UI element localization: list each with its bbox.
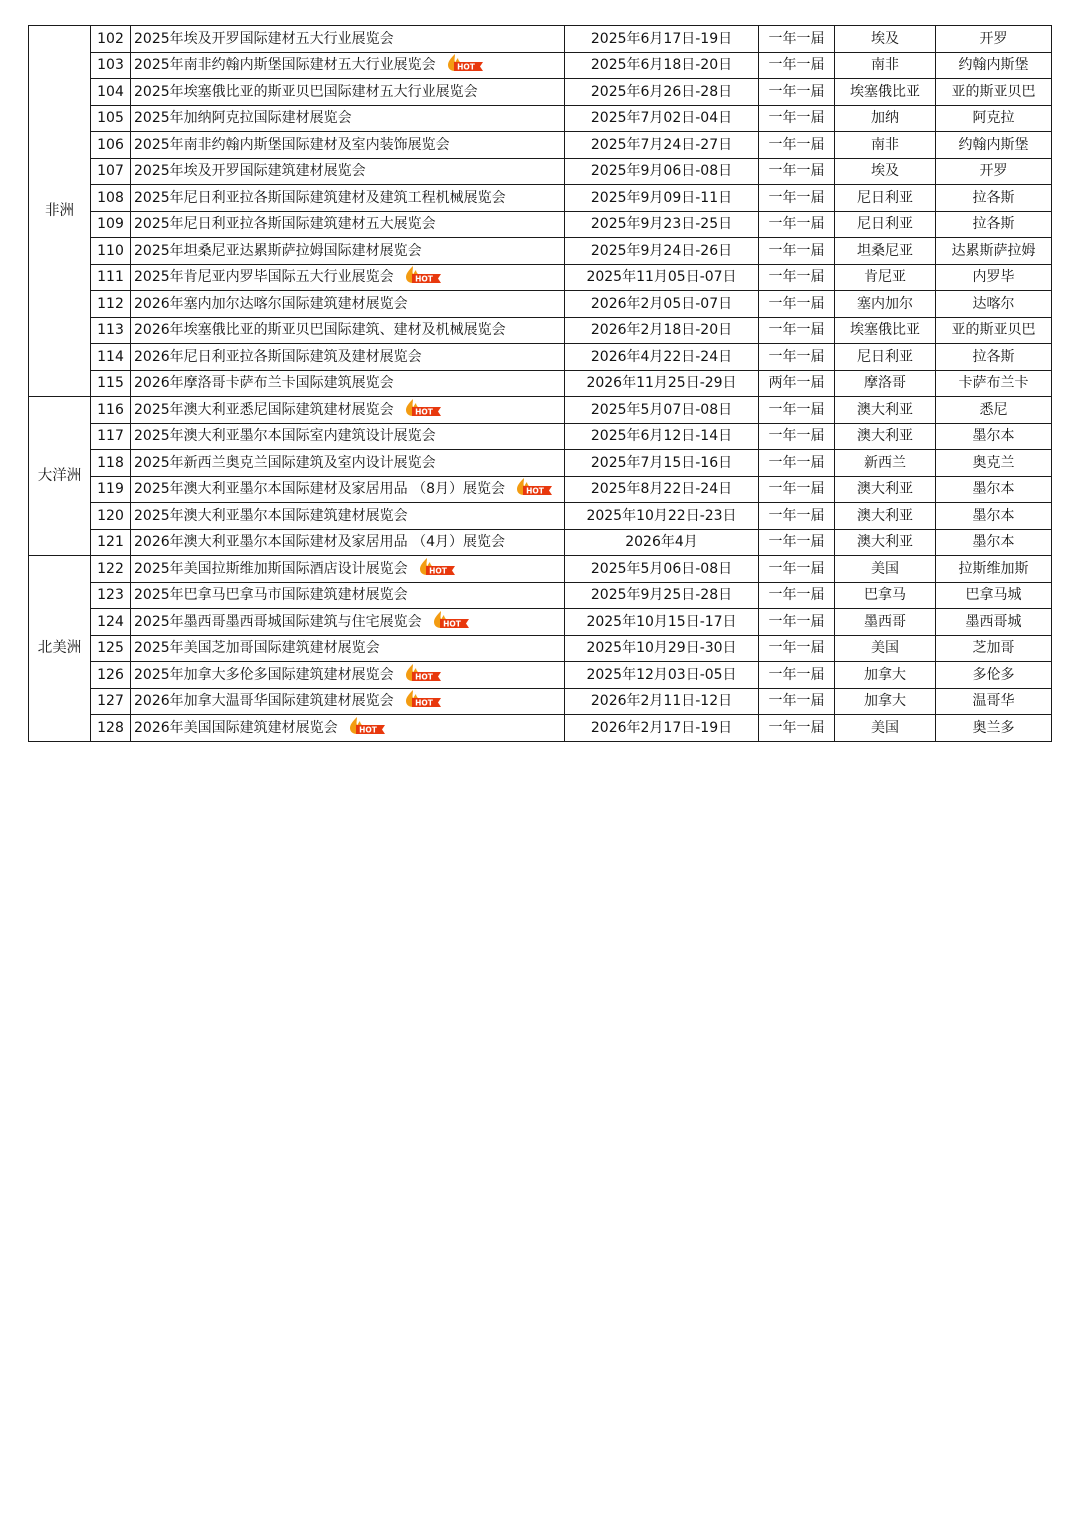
expo-city: 亚的斯亚贝巴 xyxy=(936,317,1052,344)
expo-name-cell xyxy=(131,211,565,238)
expo-city: 亚的斯亚贝巴 xyxy=(936,79,1052,106)
hot-flame-icon xyxy=(404,689,442,708)
expo-frequency: 一年一届 xyxy=(759,450,835,477)
expo-frequency: 一年一届 xyxy=(759,556,835,583)
hot-badge-label: HOT xyxy=(358,725,377,735)
expo-date: 2025年10月22日-23日 xyxy=(565,503,759,530)
expo-date: 2025年6月17日-19日 xyxy=(565,26,759,53)
row-number: 115 xyxy=(91,370,131,397)
table-row xyxy=(29,211,1052,238)
expo-date: 2026年2月17日-19日 xyxy=(565,715,759,742)
table-row xyxy=(29,264,1052,291)
table-row xyxy=(29,476,1052,503)
table-row xyxy=(29,423,1052,450)
expo-date: 2025年9月09日-11日 xyxy=(565,185,759,212)
table-row xyxy=(29,52,1052,79)
expo-name: 2025年美国拉斯维加斯国际酒店设计展览会 xyxy=(134,560,408,577)
expo-country: 埃及 xyxy=(835,158,936,185)
table-row xyxy=(29,582,1052,609)
expo-name-cell xyxy=(131,635,565,662)
expo-name-cell xyxy=(131,556,565,583)
expo-name-cell xyxy=(131,450,565,477)
table-row xyxy=(29,503,1052,530)
expo-date: 2025年5月06日-08日 xyxy=(565,556,759,583)
expo-city: 约翰内斯堡 xyxy=(936,52,1052,79)
expo-date: 2025年9月24日-26日 xyxy=(565,238,759,265)
hot-badge-label: HOT xyxy=(526,486,544,496)
expo-city: 多伦多 xyxy=(936,662,1052,689)
expo-city: 温哥华 xyxy=(936,688,1052,715)
expo-name: 2025年澳大利亚悉尼国际建筑建材展览会 xyxy=(134,401,394,418)
row-number: 110 xyxy=(91,238,131,265)
expo-city: 开罗 xyxy=(936,26,1052,53)
expo-name-cell xyxy=(131,52,565,79)
region-label: 大洋洲 xyxy=(29,397,91,556)
table-row xyxy=(29,185,1052,212)
table-row xyxy=(29,688,1052,715)
expo-city: 达喀尔 xyxy=(936,291,1052,318)
row-number: 125 xyxy=(91,635,131,662)
expo-name: 2025年坦桑尼亚达累斯萨拉姆国际建材展览会 xyxy=(134,242,422,259)
expo-name: 2026年美国国际建筑建材展览会 xyxy=(134,719,338,736)
row-number: 112 xyxy=(91,291,131,318)
row-number: 111 xyxy=(91,264,131,291)
row-number: 113 xyxy=(91,317,131,344)
expo-city: 拉斯维加斯 xyxy=(936,556,1052,583)
expo-frequency: 一年一届 xyxy=(759,26,835,53)
row-number: 104 xyxy=(91,79,131,106)
row-number: 114 xyxy=(91,344,131,371)
expo-city: 开罗 xyxy=(936,158,1052,185)
expo-country: 埃塞俄比亚 xyxy=(835,79,936,106)
expo-name: 2025年墨西哥墨西哥城国际建筑与住宅展览会 xyxy=(134,613,422,630)
expo-name-cell xyxy=(131,158,565,185)
expo-frequency: 一年一届 xyxy=(759,158,835,185)
hot-flame-icon xyxy=(404,398,442,417)
table-row xyxy=(29,635,1052,662)
table-row xyxy=(29,238,1052,265)
expo-date: 2026年2月05日-07日 xyxy=(565,291,759,318)
hot-flame-icon xyxy=(418,557,456,576)
expo-name-cell xyxy=(131,397,565,424)
expo-name-cell xyxy=(131,132,565,159)
expo-date: 2025年5月07日-08日 xyxy=(565,397,759,424)
row-number: 107 xyxy=(91,158,131,185)
expo-name-cell xyxy=(131,582,565,609)
table-row xyxy=(29,105,1052,132)
expo-frequency: 一年一届 xyxy=(759,503,835,530)
expo-name: 2025年肯尼亚内罗毕国际五大行业展览会 xyxy=(134,269,394,286)
expo-name-cell xyxy=(131,476,565,503)
expo-country: 澳大利亚 xyxy=(835,397,936,424)
expo-name-cell xyxy=(131,26,565,53)
expo-date: 2025年10月29日-30日 xyxy=(565,635,759,662)
expo-country: 塞内加尔 xyxy=(835,291,936,318)
expo-date: 2025年9月06日-08日 xyxy=(565,158,759,185)
expo-date: 2026年2月11日-12日 xyxy=(565,688,759,715)
expo-name: 2025年澳大利亚墨尔本国际室内建筑设计展览会 xyxy=(134,428,436,445)
expo-city: 拉各斯 xyxy=(936,211,1052,238)
expo-country: 南非 xyxy=(835,132,936,159)
expo-name: 2025年巴拿马巴拿马市国际建筑建材展览会 xyxy=(134,587,408,604)
table-row xyxy=(29,556,1052,583)
expo-frequency: 一年一届 xyxy=(759,52,835,79)
expo-country: 墨西哥 xyxy=(835,609,936,636)
expo-date: 2025年9月25日-28日 xyxy=(565,582,759,609)
table-row xyxy=(29,529,1052,556)
expo-country: 加拿大 xyxy=(835,662,936,689)
expo-country: 美国 xyxy=(835,556,936,583)
expo-date: 2025年6月18日-20日 xyxy=(565,52,759,79)
expo-frequency: 一年一届 xyxy=(759,397,835,424)
expo-date: 2025年7月24日-27日 xyxy=(565,132,759,159)
table-row xyxy=(29,79,1052,106)
expo-frequency: 一年一届 xyxy=(759,582,835,609)
expo-city: 阿克拉 xyxy=(936,105,1052,132)
hot-flame-icon xyxy=(446,53,484,72)
expo-table xyxy=(28,25,1052,742)
region-label: 北美洲 xyxy=(29,556,91,742)
hot-badge-label: HOT xyxy=(442,619,461,629)
expo-name: 2025年南非约翰内斯堡国际建材及室内装饰展览会 xyxy=(134,136,450,153)
row-number: 121 xyxy=(91,529,131,556)
table-row xyxy=(29,291,1052,318)
expo-date: 2026年11月25日-29日 xyxy=(565,370,759,397)
expo-frequency: 一年一届 xyxy=(759,79,835,106)
expo-city: 拉各斯 xyxy=(936,185,1052,212)
expo-name-cell xyxy=(131,370,565,397)
expo-frequency: 一年一届 xyxy=(759,344,835,371)
expo-country: 新西兰 xyxy=(835,450,936,477)
expo-date: 2025年9月23日-25日 xyxy=(565,211,759,238)
hot-flame-icon xyxy=(348,716,386,735)
expo-city: 墨尔本 xyxy=(936,476,1052,503)
expo-name-cell xyxy=(131,105,565,132)
expo-name: 2026年摩洛哥卡萨布兰卡国际建筑展览会 xyxy=(134,375,394,392)
region-label: 非洲 xyxy=(29,26,91,397)
expo-frequency: 一年一届 xyxy=(759,476,835,503)
expo-country: 澳大利亚 xyxy=(835,503,936,530)
expo-table-body xyxy=(29,26,1052,742)
row-number: 123 xyxy=(91,582,131,609)
expo-country: 埃及 xyxy=(835,26,936,53)
expo-country: 尼日利亚 xyxy=(835,344,936,371)
hot-badge-label: HOT xyxy=(414,407,433,417)
expo-country: 美国 xyxy=(835,715,936,742)
expo-name: 2025年埃及开罗国际建筑建材展览会 xyxy=(134,163,366,180)
row-number: 116 xyxy=(91,397,131,424)
expo-frequency: 一年一届 xyxy=(759,609,835,636)
expo-city: 悉尼 xyxy=(936,397,1052,424)
row-number: 124 xyxy=(91,609,131,636)
expo-country: 澳大利亚 xyxy=(835,423,936,450)
expo-country: 尼日利亚 xyxy=(835,211,936,238)
hot-badge-label: HOT xyxy=(414,274,433,284)
row-number: 109 xyxy=(91,211,131,238)
expo-name-cell xyxy=(131,423,565,450)
expo-frequency: 两年一届 xyxy=(759,370,835,397)
expo-name-cell xyxy=(131,264,565,291)
expo-city: 约翰内斯堡 xyxy=(936,132,1052,159)
expo-frequency: 一年一届 xyxy=(759,211,835,238)
expo-name: 2025年尼日利亚拉各斯国际建筑建材五大展览会 xyxy=(134,216,436,233)
expo-name-cell xyxy=(131,503,565,530)
row-number: 108 xyxy=(91,185,131,212)
expo-name: 2025年埃塞俄比亚的斯亚贝巴国际建材五大行业展览会 xyxy=(134,83,478,100)
expo-name: 2025年新西兰奥克兰国际建筑及室内设计展览会 xyxy=(134,454,436,471)
expo-date: 2025年7月15日-16日 xyxy=(565,450,759,477)
expo-frequency: 一年一届 xyxy=(759,688,835,715)
row-number: 118 xyxy=(91,450,131,477)
expo-city: 墨尔本 xyxy=(936,503,1052,530)
row-number: 117 xyxy=(91,423,131,450)
expo-city: 墨尔本 xyxy=(936,529,1052,556)
expo-name-cell xyxy=(131,715,565,742)
hot-flame-icon xyxy=(432,610,470,629)
expo-country: 尼日利亚 xyxy=(835,185,936,212)
expo-frequency: 一年一届 xyxy=(759,662,835,689)
expo-name: 2025年南非约翰内斯堡国际建材五大行业展览会 xyxy=(134,57,436,74)
expo-date: 2025年6月12日-14日 xyxy=(565,423,759,450)
expo-date: 2026年2月18日-20日 xyxy=(565,317,759,344)
expo-country: 澳大利亚 xyxy=(835,529,936,556)
expo-name-cell xyxy=(131,291,565,318)
expo-country: 埃塞俄比亚 xyxy=(835,317,936,344)
row-number: 127 xyxy=(91,688,131,715)
expo-frequency: 一年一届 xyxy=(759,185,835,212)
expo-country: 摩洛哥 xyxy=(835,370,936,397)
hot-badge-label: HOT xyxy=(414,672,433,682)
table-row xyxy=(29,450,1052,477)
expo-name: 2026年尼日利亚拉各斯国际建筑及建材展览会 xyxy=(134,348,422,365)
expo-name: 2025年澳大利亚墨尔本国际建筑建材展览会 xyxy=(134,507,408,524)
expo-name: 2026年塞内加尔达喀尔国际建筑建材展览会 xyxy=(134,295,408,312)
expo-frequency: 一年一届 xyxy=(759,317,835,344)
expo-name-cell xyxy=(131,344,565,371)
table-row xyxy=(29,344,1052,371)
expo-name: 2025年尼日利亚拉各斯国际建筑建材及建筑工程机械展览会 xyxy=(134,189,506,206)
expo-frequency: 一年一届 xyxy=(759,423,835,450)
expo-city: 拉各斯 xyxy=(936,344,1052,371)
expo-city: 墨尔本 xyxy=(936,423,1052,450)
expo-country: 肯尼亚 xyxy=(835,264,936,291)
table-row xyxy=(29,158,1052,185)
row-number: 106 xyxy=(91,132,131,159)
expo-city: 墨西哥城 xyxy=(936,609,1052,636)
expo-name: 2025年埃及开罗国际建材五大行业展览会 xyxy=(134,30,394,47)
expo-name: 2026年埃塞俄比亚的斯亚贝巴国际建筑、建材及机械展览会 xyxy=(134,322,506,339)
expo-name: 2025年美国芝加哥国际建筑建材展览会 xyxy=(134,640,380,657)
row-number: 105 xyxy=(91,105,131,132)
expo-country: 加拿大 xyxy=(835,688,936,715)
hot-flame-icon xyxy=(515,477,553,496)
table-row xyxy=(29,370,1052,397)
expo-frequency: 一年一届 xyxy=(759,291,835,318)
table-row xyxy=(29,715,1052,742)
expo-name-cell xyxy=(131,609,565,636)
expo-frequency: 一年一届 xyxy=(759,132,835,159)
expo-city: 奥兰多 xyxy=(936,715,1052,742)
expo-date: 2025年6月26日-28日 xyxy=(565,79,759,106)
expo-country: 南非 xyxy=(835,52,936,79)
expo-date: 2025年7月02日-04日 xyxy=(565,105,759,132)
hot-flame-icon xyxy=(404,663,442,682)
hot-badge-label: HOT xyxy=(456,62,475,72)
expo-date: 2026年4月22日-24日 xyxy=(565,344,759,371)
row-number: 126 xyxy=(91,662,131,689)
expo-city: 卡萨布兰卡 xyxy=(936,370,1052,397)
row-number: 102 xyxy=(91,26,131,53)
expo-name-cell xyxy=(131,529,565,556)
expo-name-cell xyxy=(131,79,565,106)
expo-date: 2025年10月15日-17日 xyxy=(565,609,759,636)
expo-city: 达累斯萨拉姆 xyxy=(936,238,1052,265)
expo-frequency: 一年一届 xyxy=(759,529,835,556)
table-row xyxy=(29,317,1052,344)
table-row xyxy=(29,609,1052,636)
table-row xyxy=(29,662,1052,689)
row-number: 128 xyxy=(91,715,131,742)
expo-city: 巴拿马城 xyxy=(936,582,1052,609)
expo-country: 加纳 xyxy=(835,105,936,132)
expo-name: 2025年加纳阿克拉国际建材展览会 xyxy=(134,110,352,127)
expo-frequency: 一年一届 xyxy=(759,264,835,291)
row-number: 119 xyxy=(91,476,131,503)
row-number: 103 xyxy=(91,52,131,79)
expo-name: 2025年澳大利亚墨尔本国际建材及家居用品 （8月）展览会 xyxy=(134,481,505,498)
expo-name-cell xyxy=(131,662,565,689)
expo-name: 2026年加拿大温哥华国际建筑建材展览会 xyxy=(134,693,394,710)
expo-date: 2025年8月22日-24日 xyxy=(565,476,759,503)
expo-country: 澳大利亚 xyxy=(835,476,936,503)
expo-frequency: 一年一届 xyxy=(759,105,835,132)
expo-frequency: 一年一届 xyxy=(759,635,835,662)
expo-name-cell xyxy=(131,238,565,265)
hot-flame-icon xyxy=(404,265,442,284)
expo-country: 坦桑尼亚 xyxy=(835,238,936,265)
expo-country: 巴拿马 xyxy=(835,582,936,609)
expo-city: 奥克兰 xyxy=(936,450,1052,477)
expo-date: 2026年4月 xyxy=(565,529,759,556)
expo-city: 内罗毕 xyxy=(936,264,1052,291)
expo-name-cell xyxy=(131,185,565,212)
row-number: 120 xyxy=(91,503,131,530)
expo-frequency: 一年一届 xyxy=(759,238,835,265)
expo-date: 2025年12月03日-05日 xyxy=(565,662,759,689)
expo-name-cell xyxy=(131,317,565,344)
table-row xyxy=(29,397,1052,424)
table-row xyxy=(29,132,1052,159)
expo-name-cell xyxy=(131,688,565,715)
expo-name: 2025年加拿大多伦多国际建筑建材展览会 xyxy=(134,666,394,683)
expo-country: 美国 xyxy=(835,635,936,662)
table-row xyxy=(29,26,1052,53)
row-number: 122 xyxy=(91,556,131,583)
hot-badge-label: HOT xyxy=(414,698,433,708)
expo-city: 芝加哥 xyxy=(936,635,1052,662)
expo-date: 2025年11月05日-07日 xyxy=(565,264,759,291)
expo-frequency: 一年一届 xyxy=(759,715,835,742)
expo-name: 2026年澳大利亚墨尔本国际建材及家居用品 （4月）展览会 xyxy=(134,534,505,551)
hot-badge-label: HOT xyxy=(428,566,447,576)
